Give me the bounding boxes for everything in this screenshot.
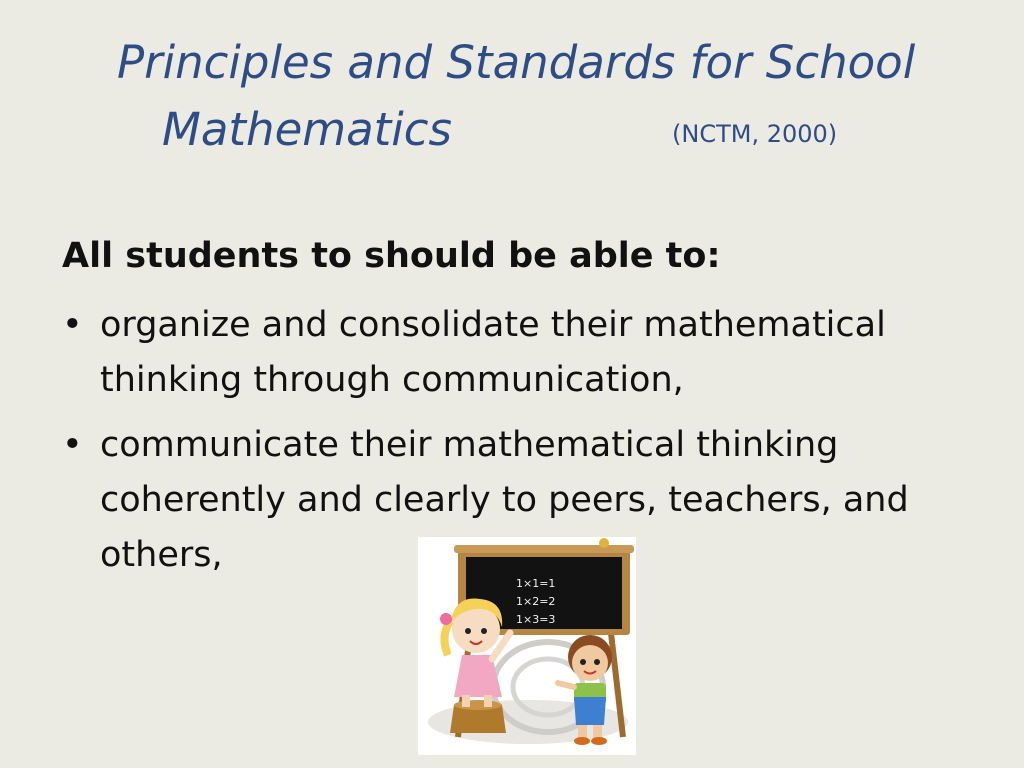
chalkboard-line: 1×1=1 xyxy=(516,577,556,590)
bullet-icon: • xyxy=(62,305,83,345)
chalkboard-line: 1×3=3 xyxy=(516,613,556,626)
slide-title-line-1: Principles and Standards for School xyxy=(117,36,916,89)
bullet-line: coherently and clearly to peers, teachers, and xyxy=(100,480,909,520)
chalkboard-line: 1×2=2 xyxy=(516,595,556,608)
bullet-line: organize and consolidate their mathematical xyxy=(100,305,886,345)
bullet-icon: • xyxy=(62,425,83,465)
slide-title-line-2: Mathematics xyxy=(162,103,452,156)
children-at-chalkboard-clipart xyxy=(418,537,636,755)
bullet-line: communicate their mathematical thinking xyxy=(100,425,839,465)
body-heading: All students to should be able to: xyxy=(62,236,721,276)
citation: (NCTM, 2000) xyxy=(672,120,838,148)
bullet-line: others, xyxy=(100,535,223,575)
bullet-line: thinking through communication, xyxy=(100,360,684,400)
